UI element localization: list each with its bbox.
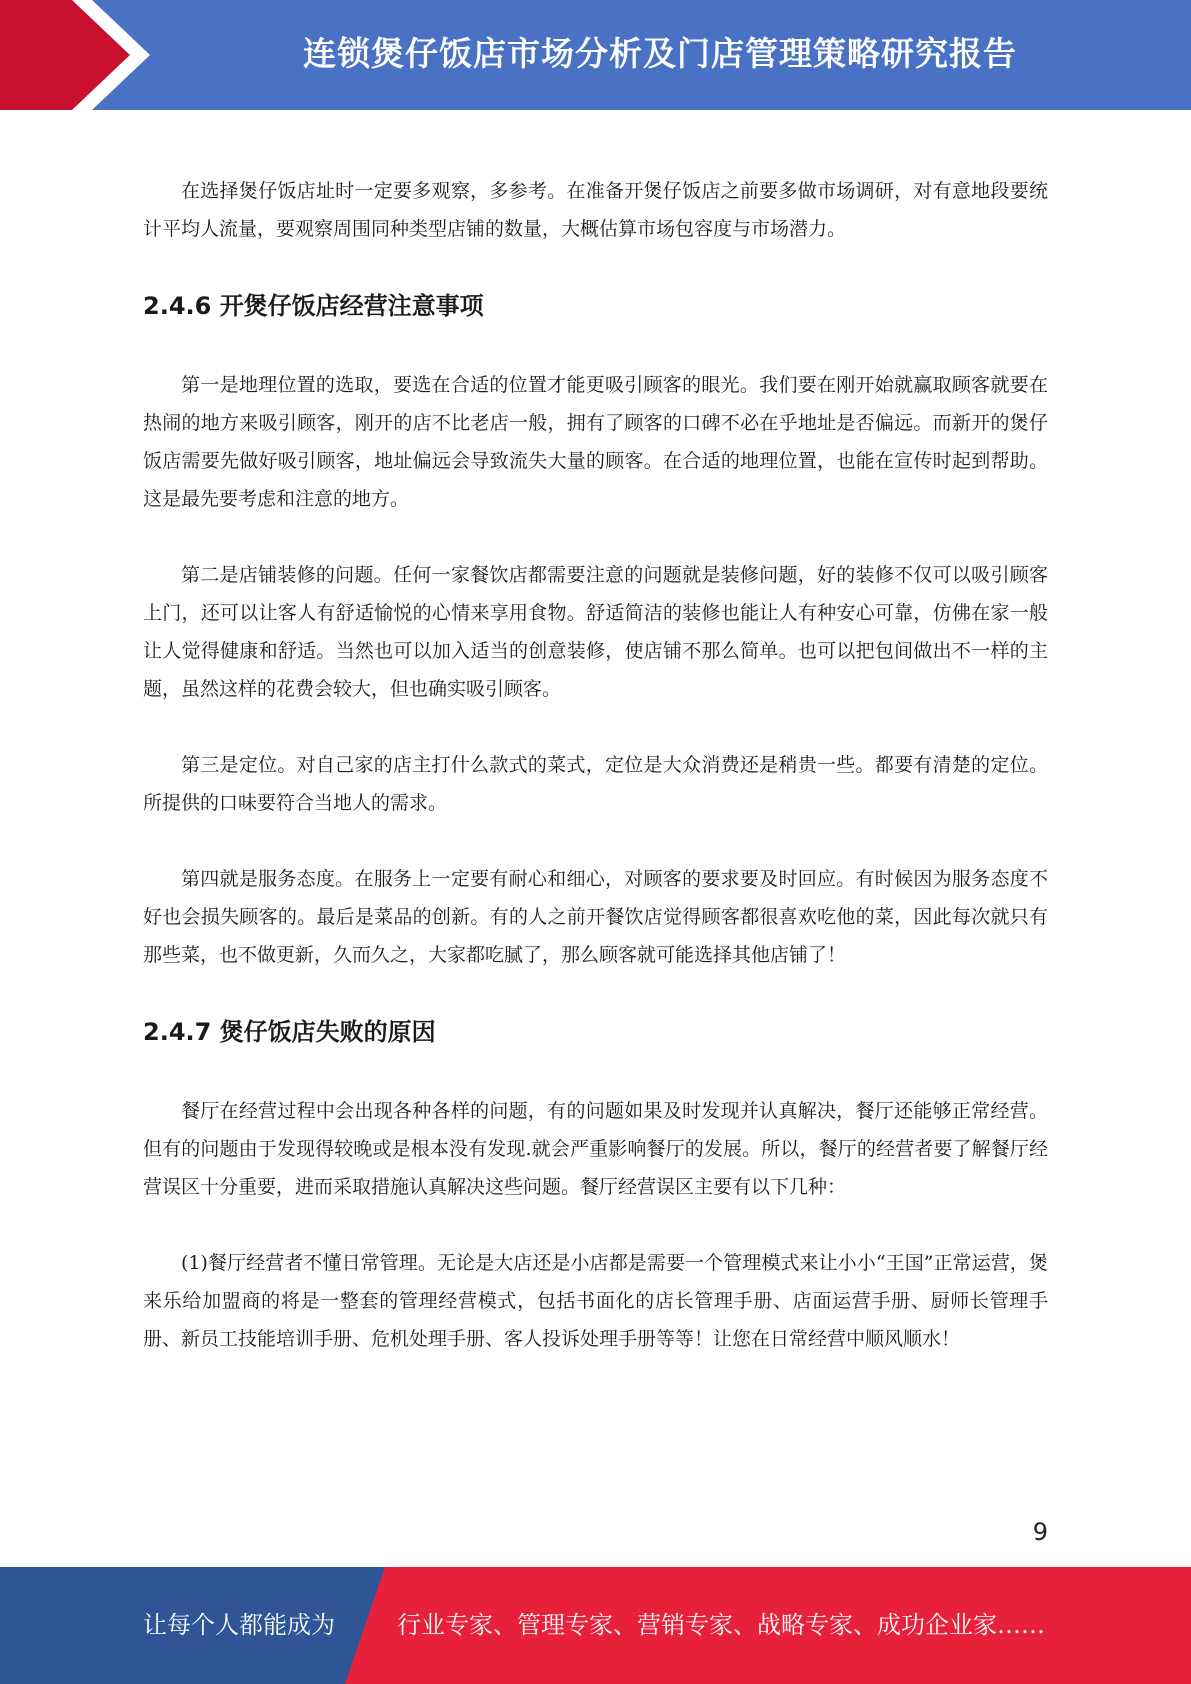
page-body — [143, 172, 1048, 1396]
page-footer — [0, 1567, 1191, 1684]
page-header — [0, 0, 1191, 110]
document-title: 连锁煲仔饭店市场分析及门店管理策略研究报告 — [303, 34, 1017, 73]
paragraph: (1)餐厅经营者不懂日常管理。无论是大店还是小店都是需要一个管理模式来让小小“王国”正常运营，煲来乐给加盟商的将是一整套的管理经营模式，包括书面化的店长管理手册、店面运营手册、厨师长管理手册、新员工技能培训手册、危机处理手册、客人投诉处理手册等等！让您在日常经营中顺风顺水！ — [143, 1252, 1048, 1350]
paragraph: 第四就是服务态度。在服务上一定要有耐心和细心，对顾客的要求要及时回应。有时候因为服务态度不好也会损失顾客的。最后是菜品的创新。有的人之前开餐饮店觉得顾客都很喜欢吃他的菜，因此每次就只有那些菜，也不做更新，久而久之，大家都吃腻了，那么顾客就可能选择其他店铺了！ — [143, 868, 1048, 966]
paragraph: 餐厅在经营过程中会出现各种各样的问题，有的问题如果及时发现并认真解决，餐厅还能够正常经营。但有的问题由于发现得较晚或是根本没有发现.就会严重影响餐厅的发展。所以，餐厅的经营者要了解餐厅经营误区十分重要，进而采取措施认真解决这些问题。餐厅经营误区主要有以下几种： — [143, 1100, 1048, 1198]
header-red-arrow — [0, 0, 130, 110]
section-heading-2-4-6: 2.4.6 开煲仔饭店经营注意事项 — [143, 292, 484, 320]
footer-slogan-left: 让每个人都能成为 — [143, 1611, 335, 1639]
footer-slogan-right: 行业专家、管理专家、营销专家、战略专家、成功企业家…… — [397, 1611, 1045, 1639]
page-number: 9 — [1032, 1518, 1048, 1546]
section-heading-2-4-7: 2.4.7 煲仔饭店失败的原因 — [143, 1018, 436, 1046]
paragraph: 第一是地理位置的选取，要选在合适的位置才能更吸引顾客的眼光。我们要在刚开始就赢取顾客就要在热闹的地方来吸引顾客，刚开的店不比老店一般，拥有了顾客的口碑不必在乎地址是否偏远。而新开的煲仔饭店需要先做好吸引顾客，地址偏远会导致流失大量的顾客。在合适的地理位置，也能在宣传时起到帮助。这是最先要考虑和注意的地方。 — [143, 374, 1048, 510]
paragraph: 第三是定位。对自己家的店主打什么款式的菜式，定位是大众消费还是稍贵一些。都要有清楚的定位。所提供的口味要符合当地人的需求。 — [143, 754, 1048, 814]
intro-paragraph: 在选择煲仔饭店址时一定要多观察，多参考。在准备开煲仔饭店之前要多做市场调研，对有意地段要统计平均人流量，要观察周围同种类型店铺的数量，大概估算市场包容度与市场潜力。 — [143, 180, 1048, 240]
paragraph: 第二是店铺装修的问题。任何一家餐饮店都需要注意的问题就是装修问题，好的装修不仅可以吸引顾客上门，还可以让客人有舒适愉悦的心情来享用食物。舒适简洁的装修也能让人有种安心可靠，仿佛在家一般让人觉得健康和舒适。当然也可以加入适当的创意装修，使店铺不那么简单。也可以把包间做出不一样的主题，虽然这样的花费会较大，但也确实吸引顾客。 — [143, 564, 1048, 700]
